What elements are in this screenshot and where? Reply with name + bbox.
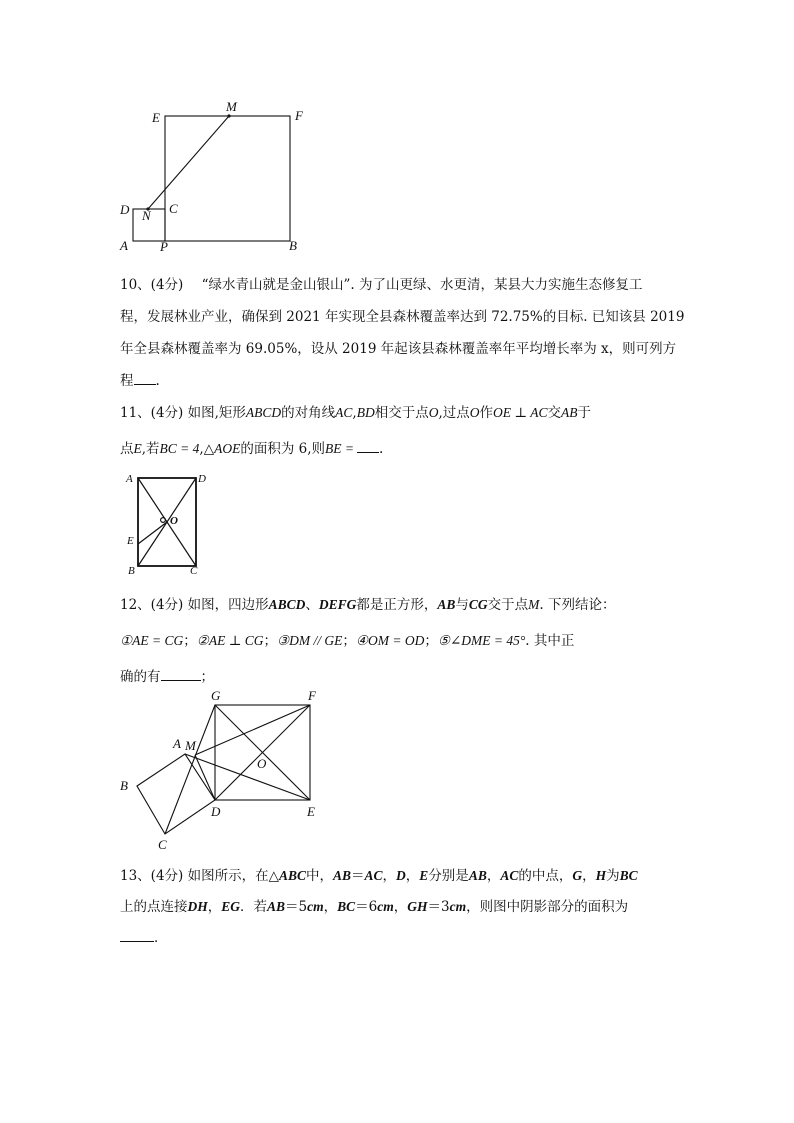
label-d: D (211, 804, 221, 819)
q13-line3: ． (120, 926, 168, 946)
label-n: N (142, 208, 151, 223)
label-b: B (128, 565, 135, 577)
q10-line4: 程 . (120, 369, 160, 389)
answer-blank[interactable] (357, 438, 379, 453)
label-e: E (127, 535, 134, 547)
label-b: B (120, 778, 128, 793)
q10-number: 10、(4分) (120, 277, 184, 293)
label-f: F (308, 688, 316, 703)
answer-blank[interactable] (134, 370, 156, 385)
figure-square-rectangle (110, 98, 310, 258)
q12-line1: 12、(4分) 如图，四边形ABCD、DEFG都是正方形，AB与CG交于点M. 下列结论： (120, 597, 616, 613)
q12-line2: ①AE = CG；②AE ⊥ CG；③DM // GE；④OM = OD；⑤∠DME = 45°. 其中正 (120, 633, 575, 649)
q12-line3: 确的有 ； (120, 665, 214, 685)
q10-text1: “绿水青山就是金山银山”. 为了山更绿、水更清，某县大力实施生态修复工 (201, 277, 643, 293)
big-square (165, 116, 290, 241)
segment-mn (148, 116, 229, 209)
q13-line1: 13、(4分) 如图所示，在△ABC中，AB＝AC，D，E分别是AB，AC的中点，G，H为BC (120, 868, 638, 884)
q13-line2: 上的点连接DH，EG．若AB＝5cm，BC＝6cm，GH＝3cm，则图中阴影部分的面积为 (120, 899, 629, 915)
label-a: A (173, 736, 181, 751)
label-c: C (158, 837, 167, 852)
label-c: C (169, 201, 178, 216)
q12-number: 12、(4分) (120, 597, 184, 613)
label-e: E (152, 110, 160, 125)
figure-rectangle-abcd (120, 468, 215, 580)
q11-number: 11、(4分) (120, 405, 184, 421)
label-c: C (190, 565, 198, 577)
answer-blank[interactable] (161, 666, 201, 681)
figure-two-squares (115, 688, 335, 853)
label-b: B (289, 238, 297, 253)
q11-line2: 点E,若BC = 4,△AOE的面积为 6,则BE = . (120, 437, 383, 457)
label-o: O (170, 515, 178, 527)
label-e: E (307, 804, 315, 819)
label-g: G (211, 688, 221, 703)
label-d: D (120, 202, 130, 217)
label-a: A (126, 473, 133, 485)
label-f: F (295, 108, 303, 123)
label-m: M (226, 99, 237, 114)
label-o: O (257, 756, 267, 771)
q10-line2: 程，发展林业产业，确保到 2021 年实现全县森林覆盖率达到 72.75%的目标. 已知该县 2019 (120, 309, 685, 325)
q10-line1 (120, 273, 643, 293)
q11-line1: 11、(4分) 如图,矩形ABCD的对角线AC,BD相交于点O,过点O作OE ⊥ AC交AB于 (120, 405, 591, 421)
label-p: P (160, 239, 168, 254)
answer-blank[interactable] (120, 927, 154, 942)
label-m: M (185, 738, 196, 753)
q10-line3: 年全县森林覆盖率为 69.05%，设从 2019 年起该县森林覆盖率年平均增长率为 x，则可列方 (120, 341, 677, 357)
label-d: D (198, 473, 206, 485)
q13-number: 13、(4分) (120, 868, 184, 884)
label-a: A (120, 238, 128, 253)
